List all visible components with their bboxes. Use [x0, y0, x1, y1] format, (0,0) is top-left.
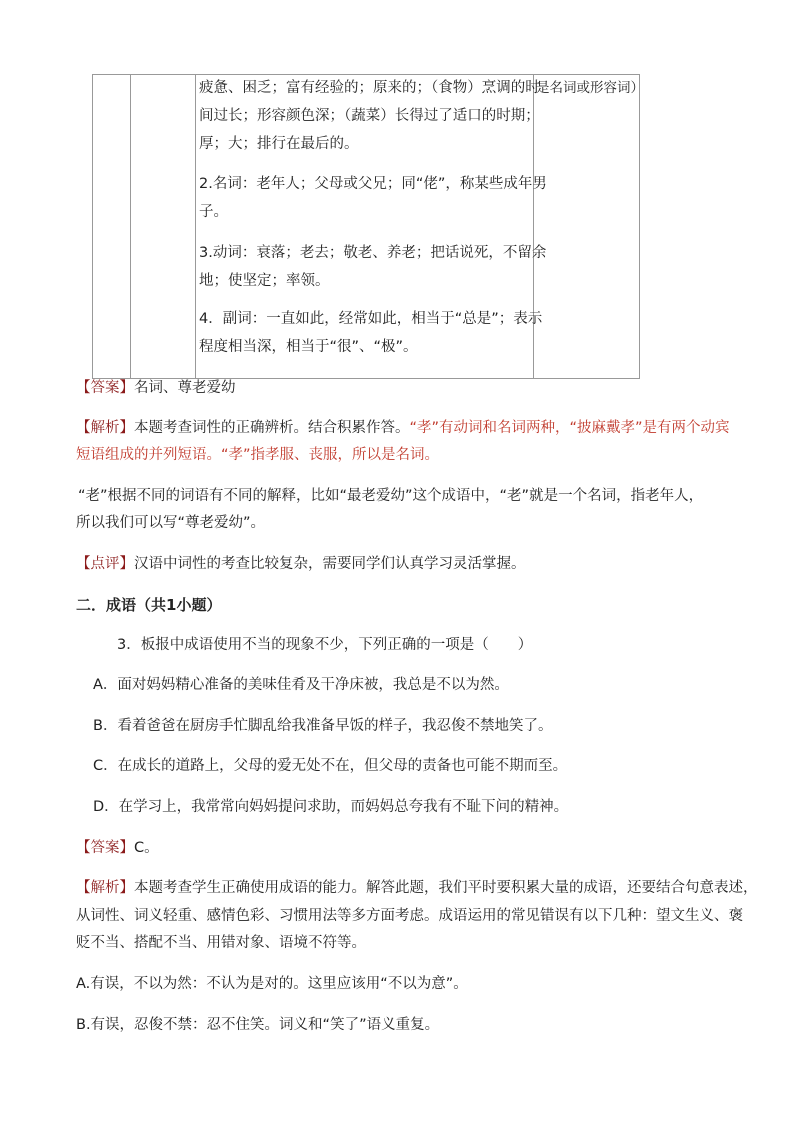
section-heading: 二．成语（共1小题）: [76, 596, 222, 614]
comment-text: 汉语中词性的考查比较复杂，需要同学们认真学习灵活掌握。: [134, 556, 526, 572]
q2-lao-line-2: 所以我们可以写“尊老爱幼”。: [76, 515, 266, 531]
comment-tag: 【点评】: [76, 556, 134, 572]
analysis-text: 本题考查词性的正确辨析。结合积累作答。: [134, 420, 410, 436]
table-divider-1: [130, 74, 131, 379]
table-item3-line: 3.动词：衰落；老去；敬老、养老；把话说死，不留余: [199, 245, 547, 261]
option-a: A．面对妈妈精心准备的美味佳肴及干净床被，我总是不以为然。: [93, 677, 509, 693]
q3-answer: [76, 834, 159, 862]
table-meaning-line: 间过长；形容颜色深；（蔬菜）长得过了适口的时期；: [199, 108, 540, 124]
table-border-right: [639, 74, 640, 379]
option-b: B．看着爸爸在厨房手忙脚乱给我准备早饭的样子，我忍俊不禁地笑了。: [93, 718, 553, 734]
answer-text: C。: [134, 840, 159, 856]
option-c: C．在成长的道路上，父母的爱无处不在，但父母的责备也可能不期而至。: [93, 758, 568, 774]
q2-lao-line-1: “老”根据不同的词语有不同的解释，比如“最老爱幼”这个成语中，“老”就是一个名词，指老年人，: [78, 488, 704, 504]
table-item2-line: 2.名词：老年人；父母或父兄；同“佬”，称某些成年男: [199, 176, 547, 192]
question-text: 3．板报中成语使用不当的现象不少，下列正确的一项是（ ）: [117, 637, 533, 653]
option-a-note: A.有误，不以为然：不认为是对的。这里应该用“不以为意”。: [76, 976, 468, 992]
table-item2-line: 子。: [199, 204, 228, 220]
table-item3-line: 地；使坚定；率领。: [199, 273, 330, 289]
table-right-column-text: 是名词或形容词）: [536, 80, 644, 96]
answer-text: 名词、尊老爱幼: [134, 380, 236, 396]
q3-analysis-line-1: [76, 874, 758, 902]
table-divider-2: [195, 74, 196, 379]
table-item4-line: 程度相当深，相当于“很”、“极”。: [199, 339, 418, 355]
q3-analysis-line-3: 贬不当、搭配不当、用错对象、语境不符等。: [76, 935, 366, 951]
answer-tag: 【答案】: [76, 380, 134, 396]
q3-analysis-line-2: 从词性、词义轻重、感情色彩、习惯用法等多方面考虑。成语运用的常见错误有以下几种：望文生义、褒: [76, 908, 743, 924]
analysis-text: 本题考查学生正确使用成语的能力。解答此题，我们平时要积累大量的成语，还要结合句意表述，: [134, 880, 758, 896]
q2-answer: [76, 374, 236, 402]
table-border-left: [92, 74, 93, 379]
table-item4-line: 4．副词：一直如此，经常如此，相当于“总是”；表示: [199, 311, 543, 327]
q2-comment: [76, 550, 526, 578]
answer-tag: 【答案】: [76, 840, 134, 856]
option-d: D．在学习上，我常常向妈妈提问求助，而妈妈总夸我有不耻下问的精神。: [93, 799, 569, 815]
table-meaning-line: 厚；大；排行在最后的。: [199, 136, 359, 152]
analysis-tag: 【解析】: [76, 420, 134, 436]
analysis-highlight: “孝”有动词和名词两种，“披麻戴孝”是有两个动宾: [409, 420, 730, 436]
q2-analysis-line-2: 短语组成的并列短语。“孝”指孝服、丧服，所以是名词。: [76, 447, 440, 463]
option-b-note: B.有误，忍俊不禁：忍不住笑。词义和“笑了”语义重复。: [76, 1017, 440, 1033]
q2-analysis-line-1: [76, 414, 730, 442]
analysis-tag: 【解析】: [76, 880, 134, 896]
table-meaning-line: 疲惫、困乏；富有经验的；原来的；（食物）烹调的时: [199, 80, 540, 96]
